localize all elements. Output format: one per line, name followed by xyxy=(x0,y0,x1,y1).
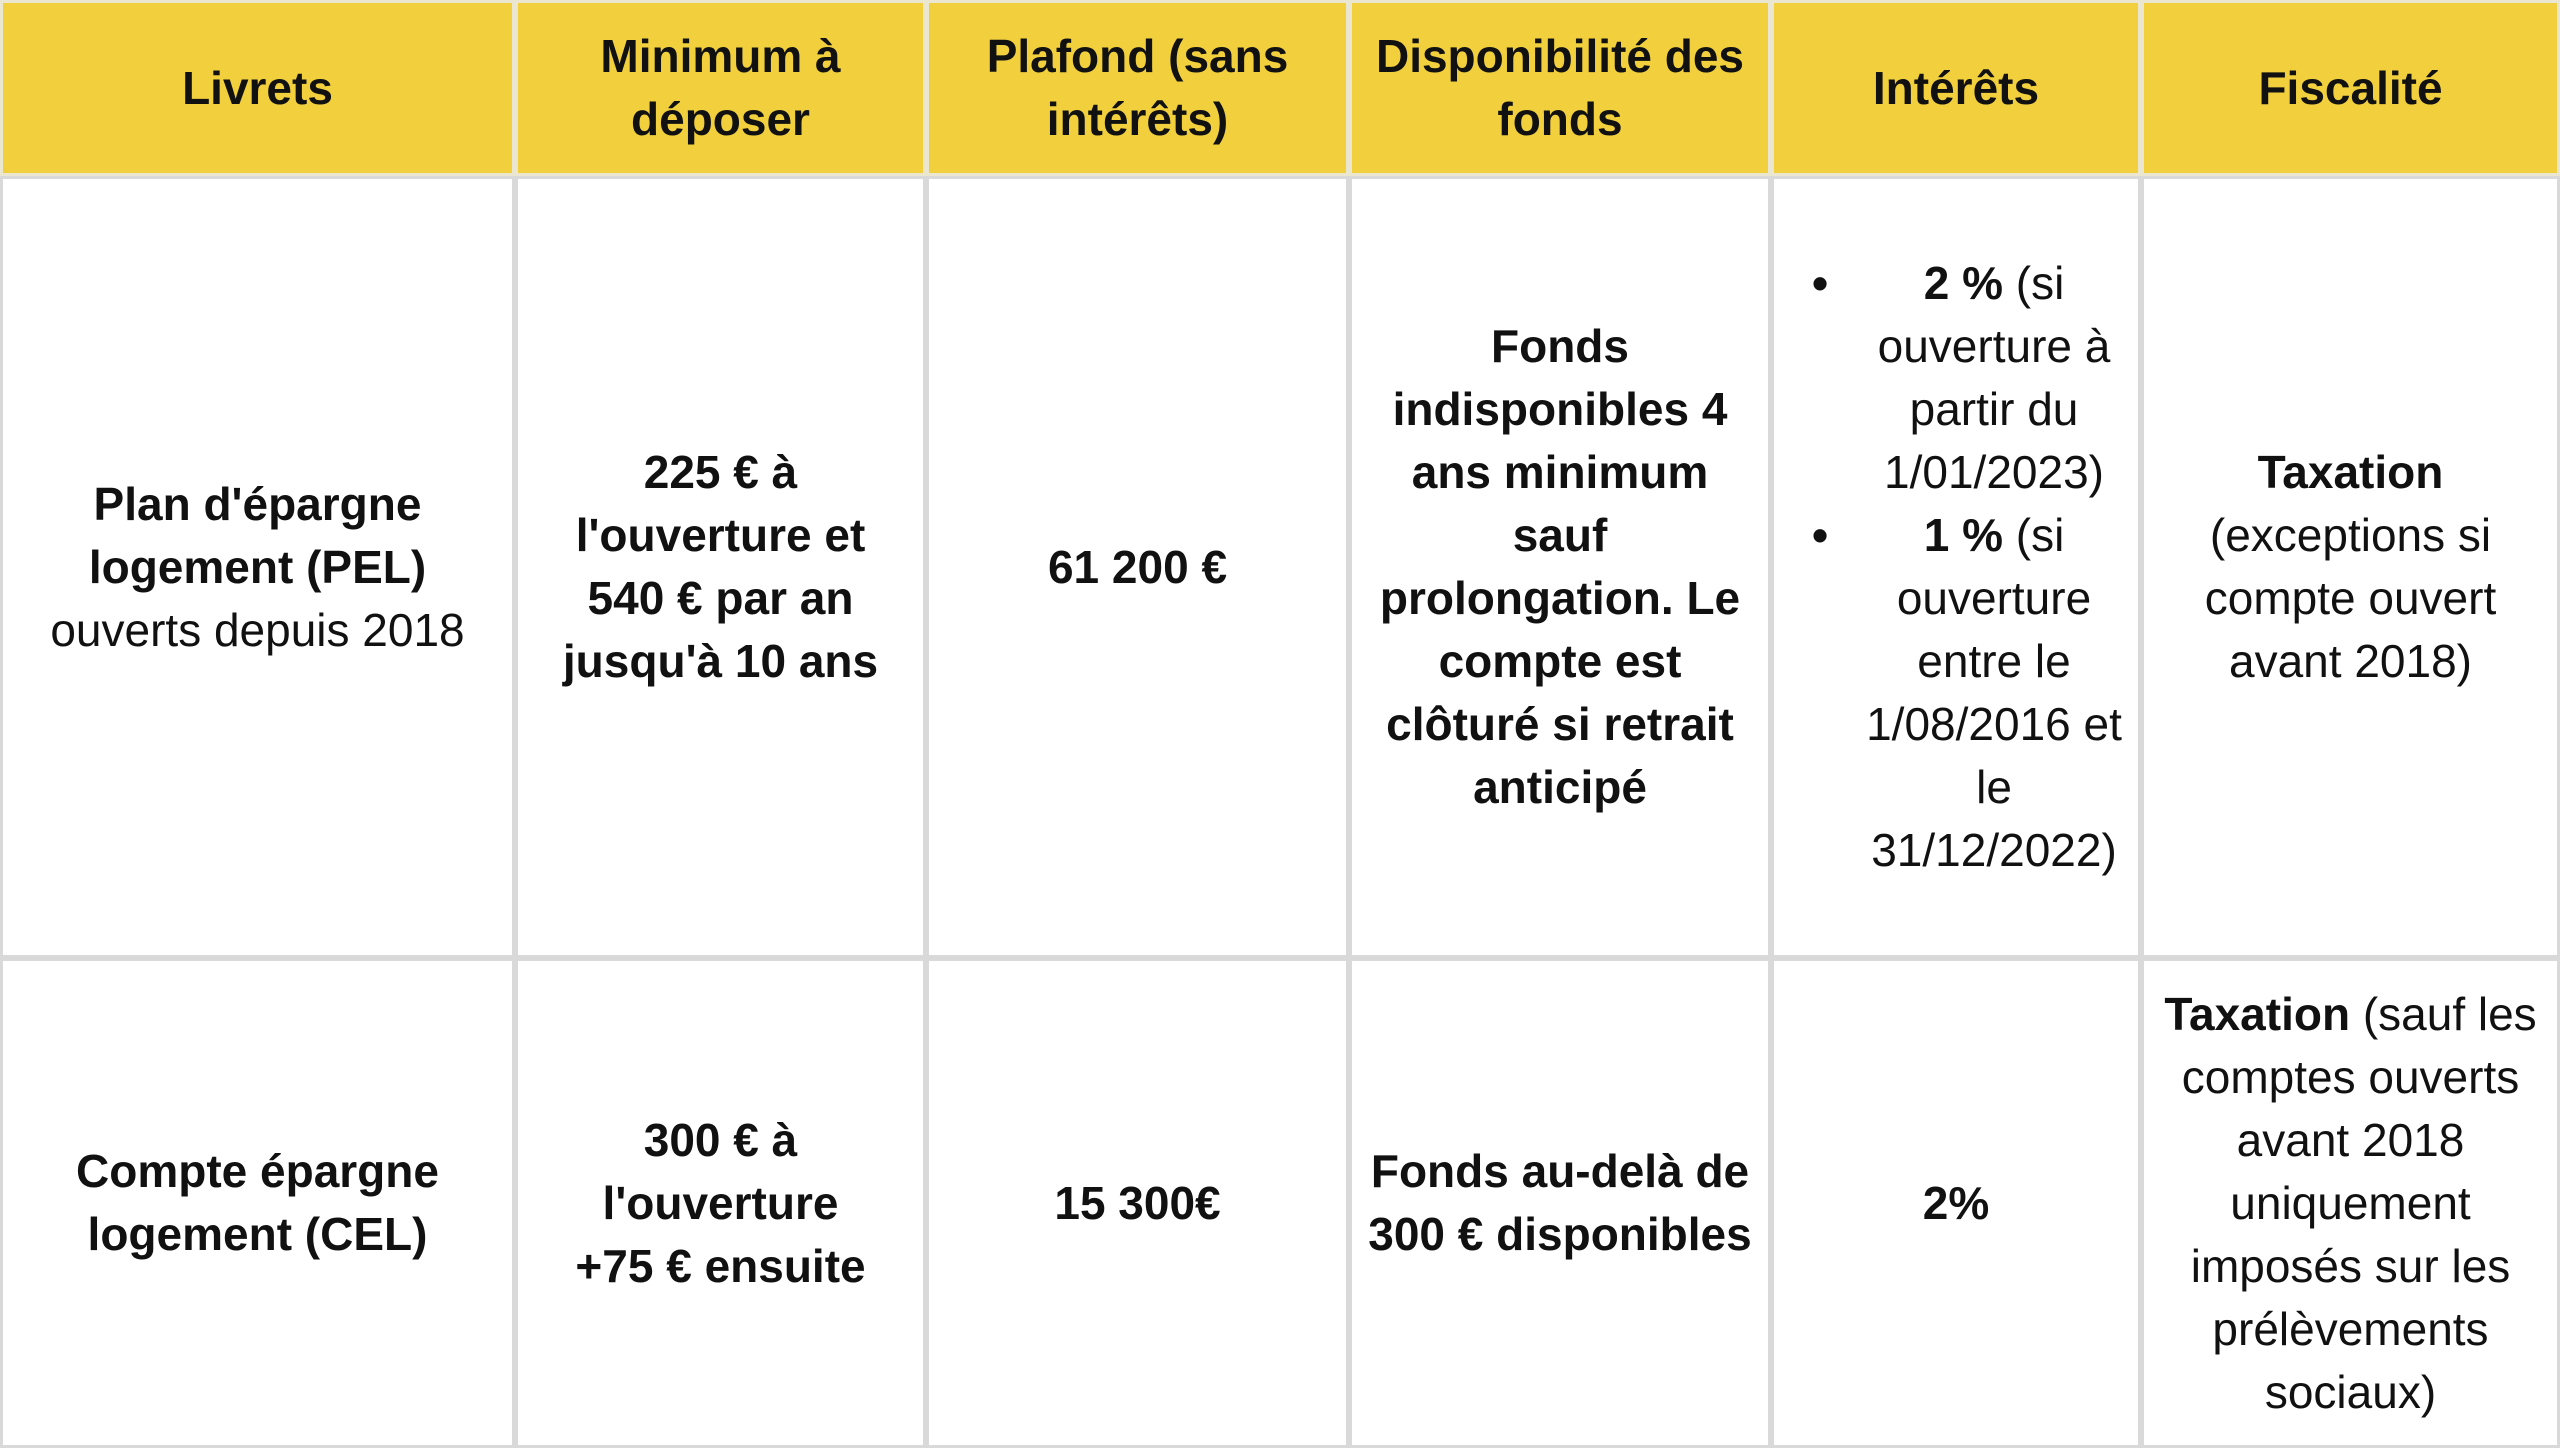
cel-taxation-note: (sauf les comptes ouverts avant 2018 uniquement imposés sur les prélèvements sociaux) xyxy=(2181,987,2537,1418)
header-interets: Intérêts xyxy=(1771,0,2141,176)
cel-minimum-line: l'ouverture xyxy=(602,1176,839,1229)
interest-rate: 1 % xyxy=(1923,509,2003,561)
cel-livret-cell: Compte épargne logement (CEL) xyxy=(0,958,515,1448)
bullet-icon: • xyxy=(1812,509,1829,561)
cel-plafond-cell: 15 300€ xyxy=(926,958,1349,1448)
cel-disponibilite-cell: Fonds au-delà de 300 € disponibles xyxy=(1349,958,1771,1448)
pel-note: ouverts depuis 2018 xyxy=(50,603,465,656)
pel-name: Plan d'épargne logement (PEL) xyxy=(88,477,427,593)
table-row xyxy=(0,958,2560,1448)
pel-livret-cell xyxy=(0,176,515,958)
header-row xyxy=(0,0,2560,176)
table-row xyxy=(0,176,2560,958)
header-livrets: Livrets xyxy=(0,0,515,176)
cel-minimum-line: +75 € ensuite xyxy=(575,1239,866,1292)
list-item xyxy=(1788,252,2124,504)
pel-interest-list xyxy=(1788,252,2124,882)
header-disponibilite: Disponibilité des fonds xyxy=(1349,0,1771,176)
pel-interets-cell xyxy=(1771,176,2141,958)
pel-taxation: Taxation xyxy=(2257,446,2444,498)
pel-plafond-cell: 61 200 € xyxy=(926,176,1349,958)
pel-fiscalite-cell xyxy=(2141,176,2560,958)
interest-rate: 2 % xyxy=(1923,257,2003,309)
cel-minimum-cell xyxy=(515,958,926,1448)
cel-interets-cell: 2% xyxy=(1771,958,2141,1448)
interest-detail: (si ouverture entre le 1/08/2016 et le 31/12/2022) xyxy=(1866,509,2122,876)
pel-disponibilite-cell: Fonds indisponibles 4 ans minimum sauf prolongation. Le compte est clôturé si retrait anticipé xyxy=(1349,176,1771,958)
header-plafond: Plafond (sans intérêts) xyxy=(926,0,1349,176)
cel-minimum-line: 300 € à xyxy=(643,1113,798,1166)
header-fiscalite: Fiscalité xyxy=(2141,0,2560,176)
bullet-icon: • xyxy=(1812,257,1829,309)
header-minimum: Minimum à déposer xyxy=(515,0,926,176)
list-item xyxy=(1788,504,2124,882)
pel-taxation-note: (exceptions si compte ouvert avant 2018) xyxy=(2204,509,2497,687)
interest-detail: (si ouverture à partir du 1/01/2023) xyxy=(1877,257,2111,498)
pel-minimum-cell: 225 € à l'ouverture et 540 € par an jusqu'à 10 ans xyxy=(515,176,926,958)
cel-fiscalite-cell xyxy=(2141,958,2560,1448)
cel-taxation: Taxation xyxy=(2164,987,2351,1040)
